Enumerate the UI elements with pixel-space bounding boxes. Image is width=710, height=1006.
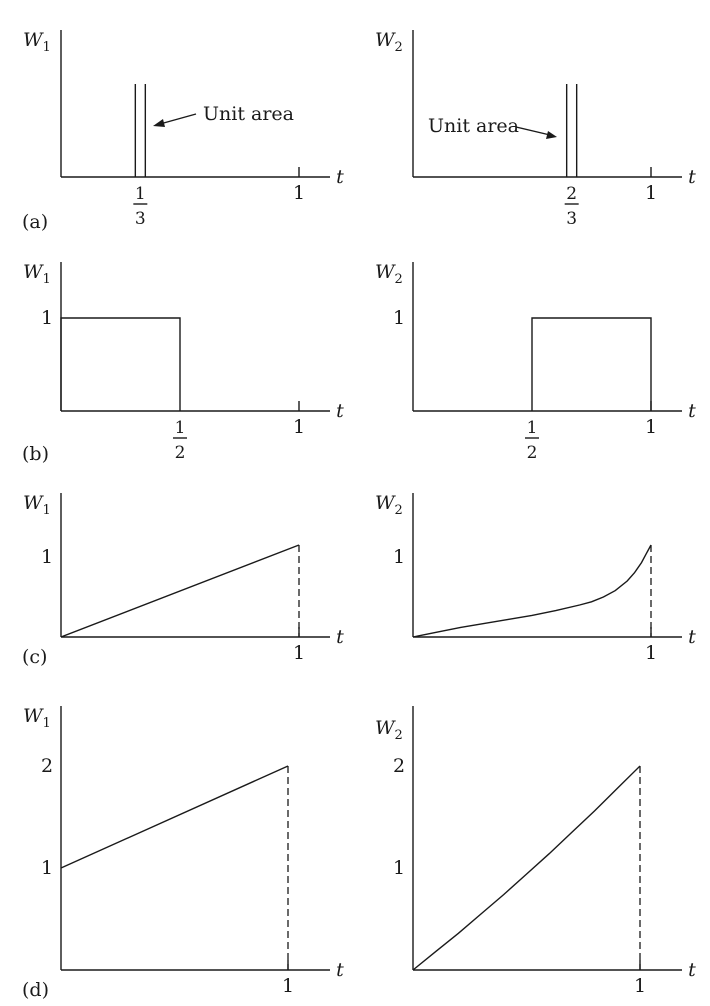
x-tick-label: 1 — [281, 975, 295, 997]
panel-7 — [375, 706, 696, 997]
y-axis-label-sub: 1 — [42, 40, 51, 55]
y-axis-label-sub: 1 — [42, 272, 51, 287]
x-tick-denominator: 3 — [134, 209, 146, 229]
y-axis-label-sub: 1 — [42, 716, 51, 731]
x-tick-denominator: 2 — [174, 443, 186, 463]
annotation-label: Unit area — [203, 103, 294, 125]
y-axis-label-sub: 2 — [394, 40, 403, 55]
y-axis-label — [23, 29, 51, 55]
panel-2 — [22, 261, 344, 465]
x-tick-numerator: 1 — [174, 418, 186, 438]
panel-label: (a) — [22, 211, 49, 233]
series-line — [61, 545, 299, 637]
y-tick-label: 2 — [40, 755, 54, 777]
y-axis-label-var: W — [375, 29, 395, 51]
series-line — [61, 766, 288, 868]
y-tick-label: 1 — [392, 307, 406, 329]
panel-label: (b) — [22, 443, 49, 465]
series-line — [61, 318, 180, 411]
y-tick-label: 1 — [40, 857, 54, 879]
y-axis-label-var: W — [375, 261, 395, 283]
series-line — [532, 318, 651, 411]
x-axis-label: t — [336, 400, 344, 422]
x-tick-denominator: 2 — [526, 443, 538, 463]
y-axis-label — [23, 261, 51, 287]
y-axis-label — [375, 492, 403, 518]
y-axis-label-var: W — [23, 29, 43, 51]
series-line — [413, 766, 640, 970]
x-axis-label: t — [688, 166, 696, 188]
x-tick-label: 1 — [644, 416, 658, 438]
y-axis-label — [375, 261, 403, 287]
y-tick-label: 1 — [40, 307, 54, 329]
y-axis-label-var: W — [23, 492, 43, 514]
x-tick-label: 1 — [633, 975, 647, 997]
panel-3 — [375, 261, 696, 463]
x-tick-label: 1 — [292, 182, 306, 204]
y-axis-label-sub: 2 — [394, 272, 403, 287]
x-tick-label: 1 — [292, 642, 306, 664]
x-axis-label: t — [336, 166, 344, 188]
x-axis-label: t — [336, 626, 344, 648]
series-line — [413, 545, 651, 637]
y-tick-label: 1 — [392, 546, 406, 568]
y-axis-label — [23, 705, 51, 731]
annotation-arrow — [160, 114, 196, 124]
panel-4 — [22, 492, 344, 668]
y-axis-label-var: W — [375, 717, 395, 739]
y-axis-label — [375, 717, 403, 743]
panel-6 — [22, 705, 344, 1001]
panel-label: (d) — [22, 979, 49, 1001]
x-tick-numerator: 2 — [566, 184, 578, 204]
x-tick-label: 1 — [292, 416, 306, 438]
x-axis-label: t — [688, 400, 696, 422]
y-axis-label-var: W — [23, 261, 43, 283]
arrowhead — [153, 119, 165, 127]
x-tick-label: 1 — [644, 642, 658, 664]
y-tick-label: 1 — [40, 546, 54, 568]
annotation-arrow — [516, 127, 550, 135]
y-axis-label-var: W — [375, 492, 395, 514]
y-tick-label: 2 — [392, 755, 406, 777]
y-axis-label — [375, 29, 403, 55]
arrowhead — [546, 131, 557, 139]
x-tick-numerator: 1 — [134, 184, 146, 204]
y-axis-label — [23, 492, 51, 518]
x-tick-denominator: 3 — [566, 209, 578, 229]
x-axis-label: t — [688, 626, 696, 648]
annotation-label: Unit area — [428, 115, 519, 137]
panel-1 — [375, 29, 696, 229]
y-axis-label-sub: 2 — [394, 503, 403, 518]
x-axis-label: t — [336, 959, 344, 981]
panel-label: (c) — [22, 646, 48, 668]
panel-0 — [22, 29, 344, 233]
y-axis-label-sub: 1 — [42, 503, 51, 518]
y-axis-label-var: W — [23, 705, 43, 727]
y-axis-label-sub: 2 — [394, 728, 403, 743]
x-tick-label: 1 — [644, 182, 658, 204]
y-tick-label: 1 — [392, 857, 406, 879]
x-axis-label: t — [688, 959, 696, 981]
x-tick-numerator: 1 — [526, 418, 538, 438]
panel-5 — [375, 492, 696, 664]
